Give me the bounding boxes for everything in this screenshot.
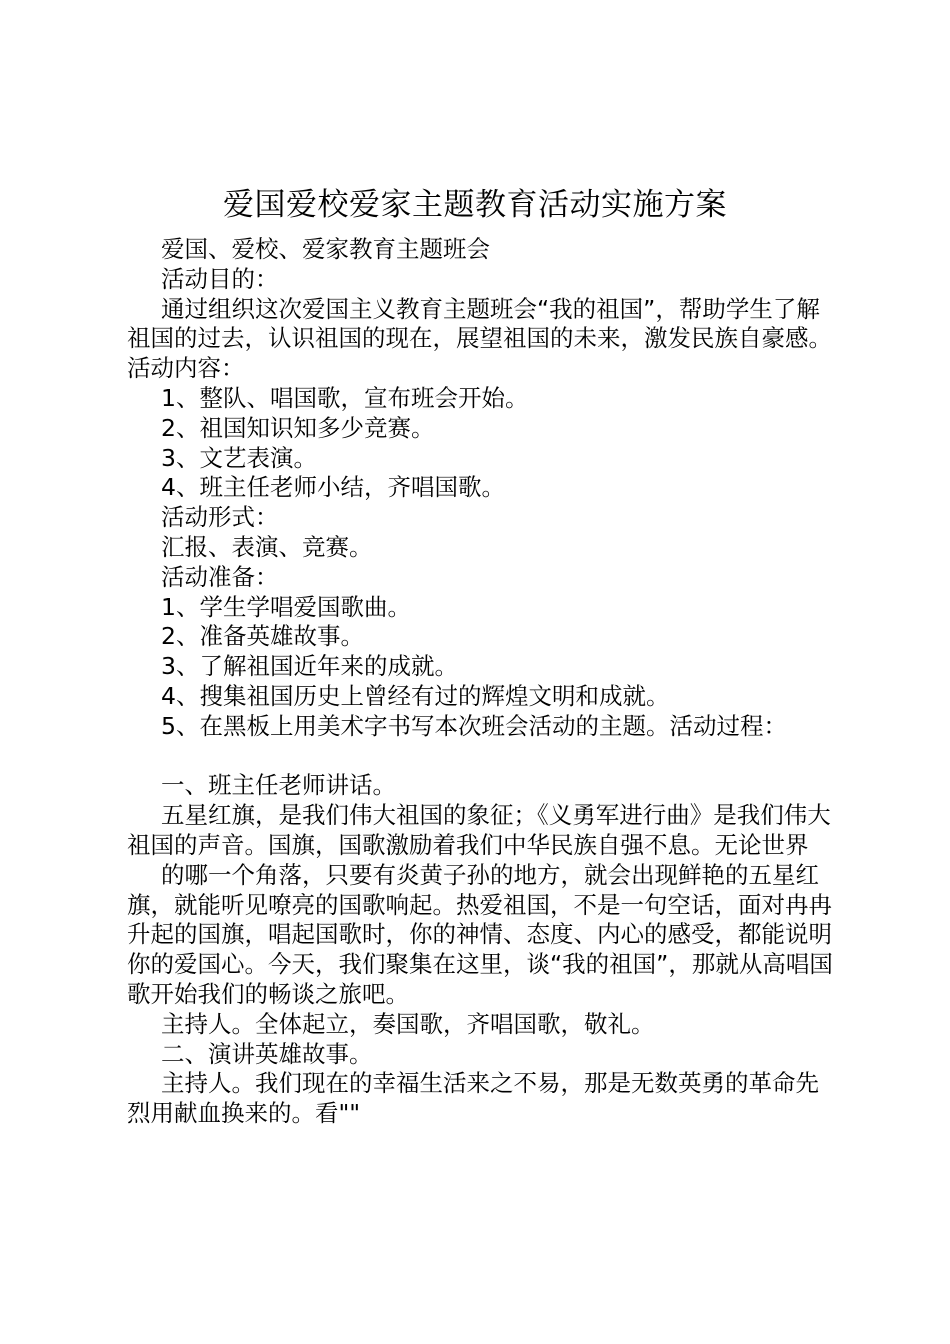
paragraph: 5、在黑板上用美术字书写本次班会活动的主题。活动过程： bbox=[161, 711, 787, 740]
paragraph: 活动准备： bbox=[161, 562, 279, 591]
document-title: 爱国爱校爱家主题教育活动实施方案 bbox=[223, 187, 727, 223]
paragraph: 爱国、爱校、爱家教育主题班会 bbox=[161, 235, 490, 263]
paragraph: 二、演讲英雄故事。 bbox=[161, 1039, 373, 1068]
paragraph: 主持人。全体起立，奏国歌，齐唱国歌，敬礼。 bbox=[161, 1009, 655, 1038]
paragraph: 2、准备英雄故事。 bbox=[161, 622, 364, 651]
paragraph: 主持人。我们现在的幸福生活来之不易，那是无数英勇的革命先烈用献血换来的。看"" bbox=[127, 1069, 819, 1128]
document-body bbox=[127, 235, 837, 1129]
paragraph: 4、搜集祖国历史上曾经有过的辉煌文明和成就。 bbox=[161, 681, 670, 710]
paragraph: 活动目的： bbox=[161, 264, 279, 293]
paragraph: 的哪一个角落，只要有炎黄子孙的地方，就会出现鲜艳的五星红旗，就能听见嘹亮的国歌响起。热爱祖国，不是一句空话，面对冉冉升起的国旗，唱起国歌时，你的神情、态度、内心的感受，都能说明你的爱国心。今天，我们聚集在这里，谈“我的祖国”，那就从高唱国歌开始我们的畅谈之旅吧。 bbox=[127, 860, 833, 1008]
paragraph: 一、班主任老师讲话。 bbox=[161, 771, 396, 800]
paragraph: 汇报、表演、竞赛。 bbox=[161, 532, 373, 561]
paragraph: 1、学生学唱爱国歌曲。 bbox=[161, 592, 411, 621]
paragraph: 2、祖国知识知多少竞赛。 bbox=[161, 413, 435, 442]
paragraph: 3、了解祖国近年来的成就。 bbox=[161, 652, 458, 681]
blank-line bbox=[127, 742, 837, 772]
paragraph: 通过组织这次爱国主义教育主题班会“我的祖国”，帮助学生了解祖国的过去，认识祖国的现在，展望祖国的未来，激发民族自豪感。活动内容： bbox=[127, 294, 832, 383]
paragraph: 3、文艺表演。 bbox=[161, 443, 317, 472]
paragraph: 五星红旗，是我们伟大祖国的象征；《义勇军进行曲》是我们伟大祖国的声音。国旗，国歌激励着我们中华民族自强不息。无论世界 bbox=[127, 801, 831, 859]
paragraph: 活动形式： bbox=[161, 503, 279, 532]
paragraph: 4、班主任老师小结，齐唱国歌。 bbox=[161, 473, 505, 502]
paragraph: 1、整队、唱国歌，宣布班会开始。 bbox=[161, 383, 529, 412]
